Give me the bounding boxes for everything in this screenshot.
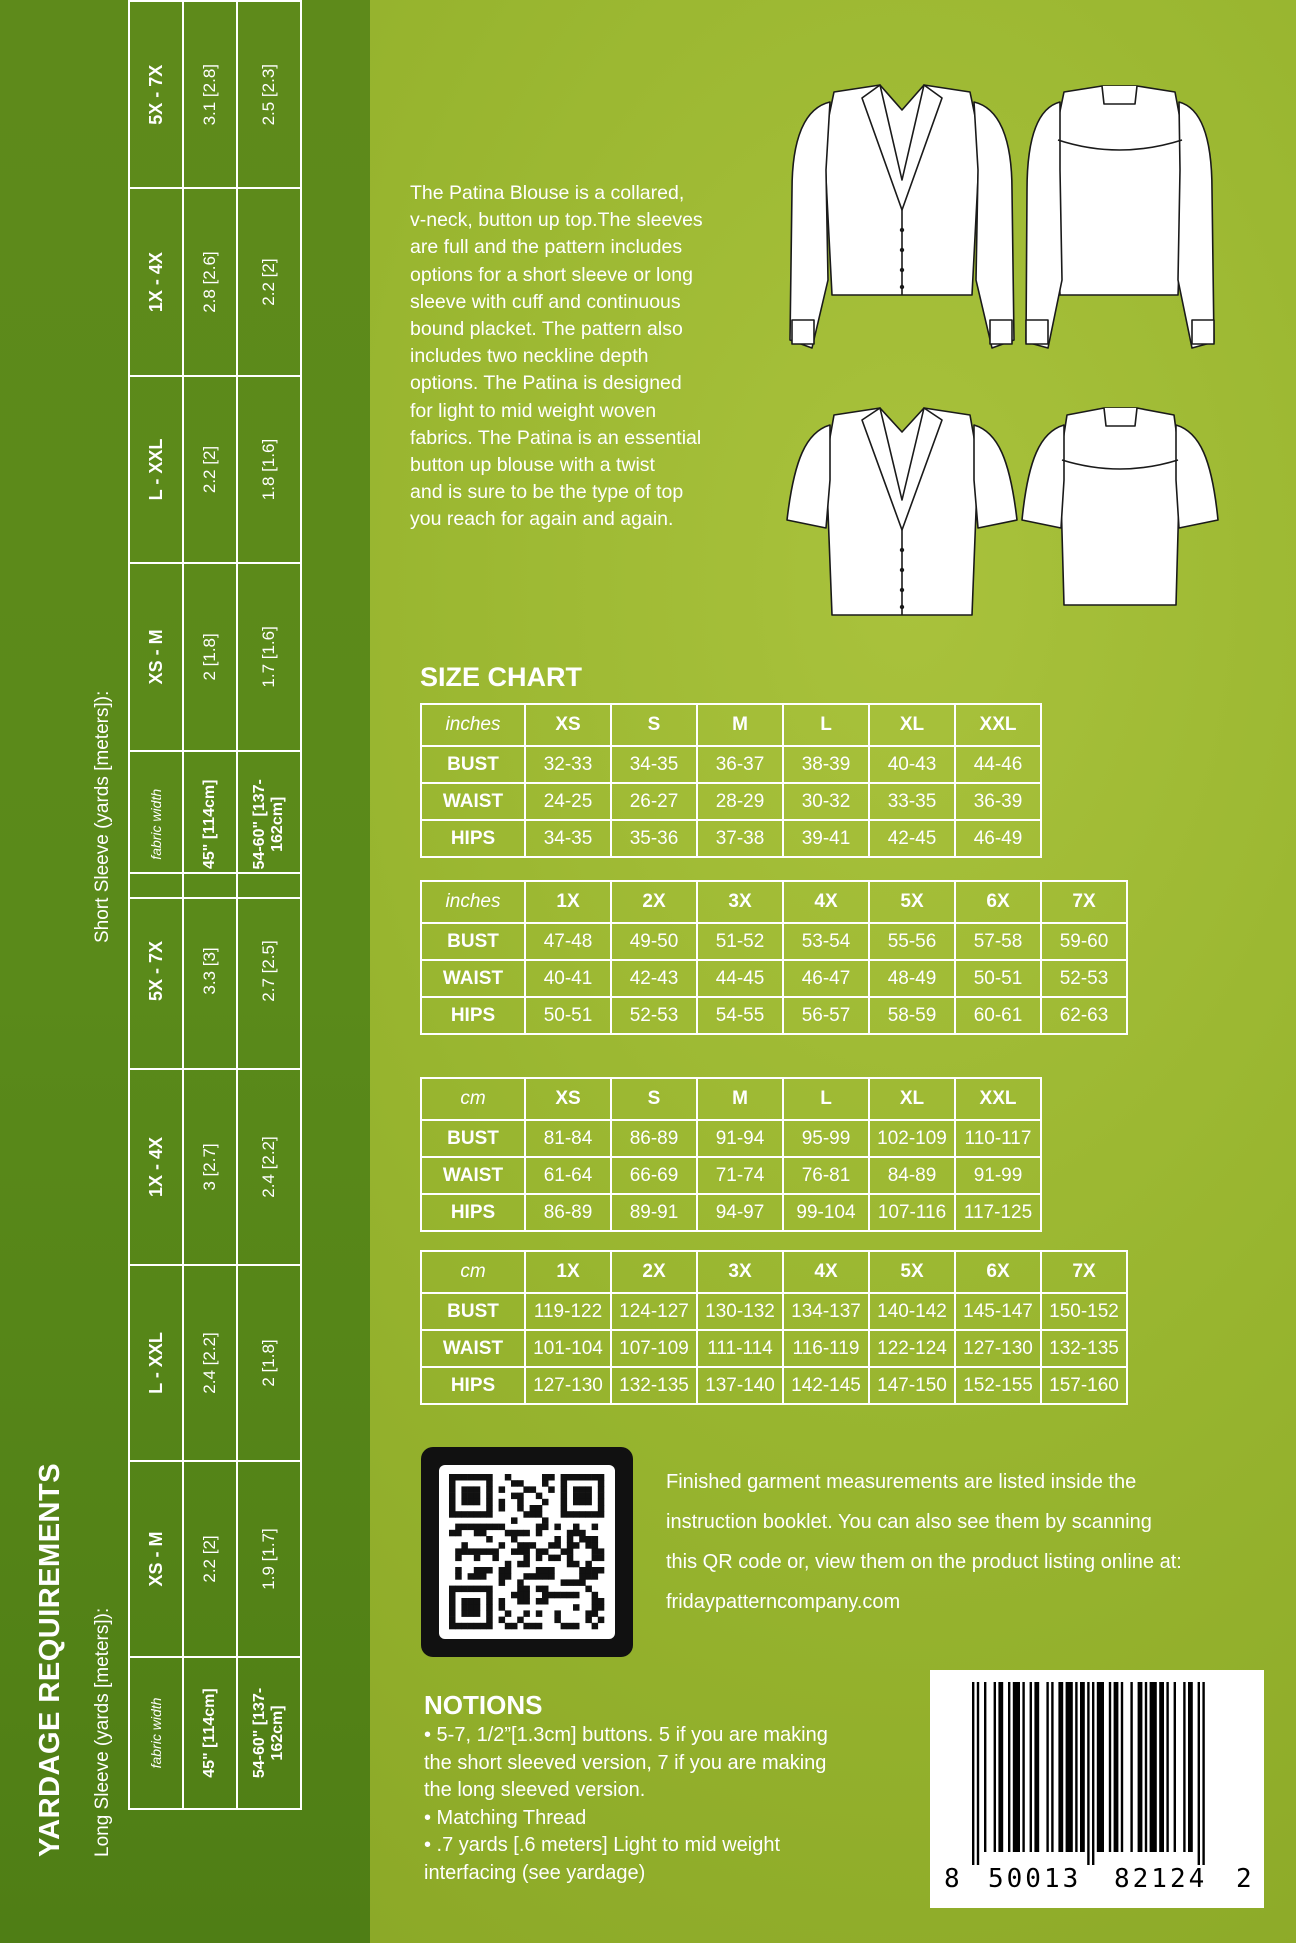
size-chart-inches-standard [420, 703, 1042, 858]
measurement-value: 124-127 [611, 1293, 697, 1330]
measurement-value: 119-122 [525, 1293, 611, 1330]
description-line: options. The Patina is designed [410, 372, 682, 395]
barcode-digit-right-group: 82124 [1114, 1864, 1208, 1894]
size-chart-unit: cm [421, 1078, 525, 1120]
description-line: bound placket. The pattern also [410, 318, 683, 341]
yardage-size-header: 5X - 7X [129, 873, 183, 1069]
notion-line: • Matching Thread [424, 1806, 587, 1829]
measurement-value: 40-43 [869, 746, 955, 783]
measurement-value: 99-104 [783, 1194, 869, 1231]
yardage-value: 2.2 [2] [183, 1461, 237, 1657]
yardage-size-header: L - XXL [129, 376, 183, 563]
size-header: XXL [955, 1078, 1041, 1120]
yardage-size-header: 1X - 4X [129, 1069, 183, 1265]
measurement-value: 132-135 [1041, 1330, 1127, 1367]
measurement-value: 33-35 [869, 783, 955, 820]
measurement-value: 81-84 [525, 1120, 611, 1157]
size-chart-unit: inches [421, 704, 525, 746]
measurement-value: 56-57 [783, 997, 869, 1034]
yardage-value: 2.2 [2] [183, 376, 237, 563]
size-chart-unit: cm [421, 1251, 525, 1293]
size-header: M [697, 1078, 783, 1120]
measurement-value: 157-160 [1041, 1367, 1127, 1404]
barcode-digit-left-group: 50013 [988, 1864, 1082, 1894]
measurement-value: 142-145 [783, 1367, 869, 1404]
measurement-value: 53-54 [783, 923, 869, 960]
blouse-illustrations [782, 80, 1232, 620]
measurement-label: BUST [421, 746, 525, 783]
measurement-value: 40-41 [525, 960, 611, 997]
pattern-description [410, 180, 770, 534]
measurement-value: 117-125 [955, 1194, 1041, 1231]
measurement-value: 107-116 [869, 1194, 955, 1231]
measurement-value: 95-99 [783, 1120, 869, 1157]
yardage-value: 2 [1.8] [237, 1265, 301, 1461]
measurement-value: 86-89 [525, 1194, 611, 1231]
short-sleeve-label: Short Sleeve (yards [meters]): [92, 690, 113, 943]
yardage-value: 2.8 [2.6] [183, 188, 237, 375]
yardage-fabric-width: 45" [114cm] [183, 751, 237, 898]
measurement-label: WAIST [421, 1330, 525, 1367]
barcode-icon [930, 1670, 1264, 1865]
barcode-digit-lead: 8 [944, 1864, 960, 1894]
short-sleeve-front-sketch [787, 408, 1017, 615]
measurement-value: 110-117 [955, 1120, 1041, 1157]
size-header: XL [869, 1078, 955, 1120]
measurement-value: 44-46 [955, 746, 1041, 783]
yardage-value: 2.2 [2] [237, 188, 301, 375]
yardage-value: 3.1 [2.8] [183, 1, 237, 188]
measurement-value: 52-53 [1041, 960, 1127, 997]
size-header: 7X [1041, 881, 1127, 923]
measurement-value: 150-152 [1041, 1293, 1127, 1330]
measurement-value: 84-89 [869, 1157, 955, 1194]
measurement-value: 127-130 [955, 1330, 1041, 1367]
size-header: 3X [697, 1251, 783, 1293]
size-header: 4X [783, 1251, 869, 1293]
size-chart-cm-plus [420, 1250, 1128, 1405]
size-header: 1X [525, 1251, 611, 1293]
size-header: S [611, 704, 697, 746]
size-header: L [783, 704, 869, 746]
measurement-value: 91-94 [697, 1120, 783, 1157]
notion-line: the long sleeved version. [424, 1779, 646, 1801]
measurement-value: 140-142 [869, 1293, 955, 1330]
yardage-size-header: 1X - 4X [129, 188, 183, 375]
yardage-rotated-block [0, 0, 370, 1943]
size-chart-unit: inches [421, 881, 525, 923]
description-line: button up blouse with a twist [410, 454, 655, 477]
measurement-value: 59-60 [1041, 923, 1127, 960]
measurement-label: HIPS [421, 997, 525, 1034]
description-line: options for a short sleeve or long [410, 263, 693, 286]
size-header: 2X [611, 1251, 697, 1293]
qr-text-line: this QR code or, view them on the product listing online at: [666, 1551, 1182, 1573]
measurement-value: 51-52 [697, 923, 783, 960]
notion-line: interfacing (see yardage) [424, 1861, 646, 1884]
measurement-value: 39-41 [783, 820, 869, 857]
yardage-fabric-width: 54-60" [137-162cm] [237, 1657, 301, 1809]
yardage-size-header: L - XXL [129, 1265, 183, 1461]
measurement-value: 50-51 [955, 960, 1041, 997]
short-sleeve-back-sketch [1022, 408, 1218, 605]
size-header: M [697, 704, 783, 746]
measurement-value: 49-50 [611, 923, 697, 960]
measurement-label: WAIST [421, 960, 525, 997]
yardage-fabric-width: 45" [114cm] [183, 1657, 237, 1809]
measurement-value: 38-39 [783, 746, 869, 783]
measurement-value: 122-124 [869, 1330, 955, 1367]
qr-text-line: instruction booklet. You can also see them by scanning [666, 1511, 1152, 1533]
size-header: S [611, 1078, 697, 1120]
size-header: 3X [697, 881, 783, 923]
measurement-value: 147-150 [869, 1367, 955, 1404]
yardage-value: 2.5 [2.3] [237, 1, 301, 188]
measurement-value: 44-45 [697, 960, 783, 997]
measurement-value: 132-135 [611, 1367, 697, 1404]
size-header: XS [525, 1078, 611, 1120]
size-chart-cm-standard [420, 1077, 1042, 1232]
description-line: sleeve with cuff and continuous [410, 290, 681, 313]
yardage-value: 1.7 [1.6] [237, 563, 301, 750]
notions-list [424, 1722, 924, 1887]
measurement-value: 35-36 [611, 820, 697, 857]
measurement-label: BUST [421, 923, 525, 960]
qr-text-line: Finished garment measurements are listed inside the [666, 1471, 1137, 1493]
measurement-label: HIPS [421, 1194, 525, 1231]
size-chart-title: SIZE CHART [420, 662, 582, 692]
notions-title: NOTIONS [424, 1690, 543, 1720]
description-line: are full and the pattern includes [410, 236, 683, 259]
notion-line: the short sleeved version, 7 if you are making [424, 1751, 827, 1774]
size-header: 6X [955, 1251, 1041, 1293]
yardage-value: 2 [1.8] [183, 563, 237, 750]
measurement-value: 102-109 [869, 1120, 955, 1157]
measurement-value: 94-97 [697, 1194, 783, 1231]
description-line: v-neck, button up top.The sleeves [410, 209, 703, 232]
measurement-value: 48-49 [869, 960, 955, 997]
measurement-value: 107-109 [611, 1330, 697, 1367]
yardage-title: YARDAGE REQUIREMENTS [34, 1462, 66, 1857]
measurement-value: 152-155 [955, 1367, 1041, 1404]
qr-code[interactable] [421, 1447, 633, 1657]
measurement-value: 60-61 [955, 997, 1041, 1034]
qr-text-line: fridaypatterncompany.com [666, 1591, 901, 1613]
measurement-value: 62-63 [1041, 997, 1127, 1034]
size-header: L [783, 1078, 869, 1120]
measurement-value: 71-74 [697, 1157, 783, 1194]
measurement-value: 111-114 [697, 1330, 783, 1367]
yardage-value: 1.9 [1.7] [237, 1461, 301, 1657]
yardage-value: 2.7 [2.5] [237, 873, 301, 1069]
yardage-panel [0, 0, 370, 1943]
measurement-value: 52-53 [611, 997, 697, 1034]
description-line: The Patina Blouse is a collared, [410, 182, 685, 204]
measurement-value: 116-119 [783, 1330, 869, 1367]
barcode [930, 1670, 1264, 1908]
measurement-value: 58-59 [869, 997, 955, 1034]
description-line: you reach for again and again. [410, 508, 674, 531]
measurement-value: 24-25 [525, 783, 611, 820]
measurement-value: 86-89 [611, 1120, 697, 1157]
size-header: XXL [955, 704, 1041, 746]
measurement-label: HIPS [421, 1367, 525, 1404]
measurement-value: 47-48 [525, 923, 611, 960]
measurement-value: 57-58 [955, 923, 1041, 960]
measurement-value: 37-38 [697, 820, 783, 857]
yardage-value: 3 [2.7] [183, 1069, 237, 1265]
measurement-value: 54-55 [697, 997, 783, 1034]
measurement-value: 101-104 [525, 1330, 611, 1367]
measurement-value: 26-27 [611, 783, 697, 820]
long-sleeve-yardage-table [128, 872, 302, 1810]
description-line: for light to mid weight woven [410, 399, 657, 422]
measurement-value: 46-49 [955, 820, 1041, 857]
measurement-label: BUST [421, 1293, 525, 1330]
barcode-digit-check: 2 [1236, 1864, 1252, 1894]
long-sleeve-back-sketch [1026, 86, 1214, 348]
long-sleeve-front-sketch [790, 85, 1014, 348]
measurement-value: 32-33 [525, 746, 611, 783]
size-header: XL [869, 704, 955, 746]
size-header: 6X [955, 881, 1041, 923]
yardage-size-header: XS - M [129, 563, 183, 750]
size-header: 5X [869, 881, 955, 923]
short-sleeve-yardage-table [128, 0, 302, 899]
measurement-value: 66-69 [611, 1157, 697, 1194]
yardage-value: 3.3 [3] [183, 873, 237, 1069]
description-line: includes two neckline depth [410, 345, 649, 368]
measurement-value: 145-147 [955, 1293, 1041, 1330]
yardage-size-header: XS - M [129, 1461, 183, 1657]
qr-code-icon [439, 1465, 615, 1639]
yardage-value: 2.4 [2.2] [237, 1069, 301, 1265]
size-header: 4X [783, 881, 869, 923]
yardage-value: 2.4 [2.2] [183, 1265, 237, 1461]
measurement-value: 36-37 [697, 746, 783, 783]
fabric-width-header: fabric width [129, 1657, 183, 1809]
measurement-value: 30-32 [783, 783, 869, 820]
qr-description [666, 1462, 1266, 1622]
measurement-value: 89-91 [611, 1194, 697, 1231]
size-header: 1X [525, 881, 611, 923]
measurement-value: 130-132 [697, 1293, 783, 1330]
measurement-value: 42-45 [869, 820, 955, 857]
measurement-value: 42-43 [611, 960, 697, 997]
description-line: fabrics. The Patina is an essential [410, 426, 702, 449]
measurement-label: WAIST [421, 1157, 525, 1194]
measurement-value: 127-130 [525, 1367, 611, 1404]
yardage-fabric-width: 54-60" [137-162cm] [237, 751, 301, 898]
measurement-label: WAIST [421, 783, 525, 820]
size-header: 2X [611, 881, 697, 923]
measurement-value: 46-47 [783, 960, 869, 997]
measurement-label: BUST [421, 1120, 525, 1157]
size-chart-inches-plus [420, 880, 1128, 1035]
notion-line: • .7 yards [.6 meters] Light to mid weight [424, 1834, 781, 1856]
measurement-value: 34-35 [611, 746, 697, 783]
measurement-value: 91-99 [955, 1157, 1041, 1194]
size-header: XS [525, 704, 611, 746]
fabric-width-header: fabric width [129, 751, 183, 898]
measurement-value: 76-81 [783, 1157, 869, 1194]
description-line: and is sure to be the type of top [410, 481, 684, 504]
measurement-label: HIPS [421, 820, 525, 857]
size-header: 5X [869, 1251, 955, 1293]
measurement-value: 61-64 [525, 1157, 611, 1194]
measurement-value: 134-137 [783, 1293, 869, 1330]
yardage-value: 1.8 [1.6] [237, 376, 301, 563]
size-header: 7X [1041, 1251, 1127, 1293]
long-sleeve-label: Long Sleeve (yards [meters]): [92, 1607, 113, 1857]
measurement-value: 28-29 [697, 783, 783, 820]
measurement-value: 50-51 [525, 997, 611, 1034]
measurement-value: 36-39 [955, 783, 1041, 820]
yardage-size-header: 5X - 7X [129, 1, 183, 188]
notion-line: • 5-7, 1/2”[1.3cm] buttons. 5 if you are making [424, 1724, 828, 1746]
measurement-value: 137-140 [697, 1367, 783, 1404]
measurement-value: 34-35 [525, 820, 611, 857]
measurement-value: 55-56 [869, 923, 955, 960]
